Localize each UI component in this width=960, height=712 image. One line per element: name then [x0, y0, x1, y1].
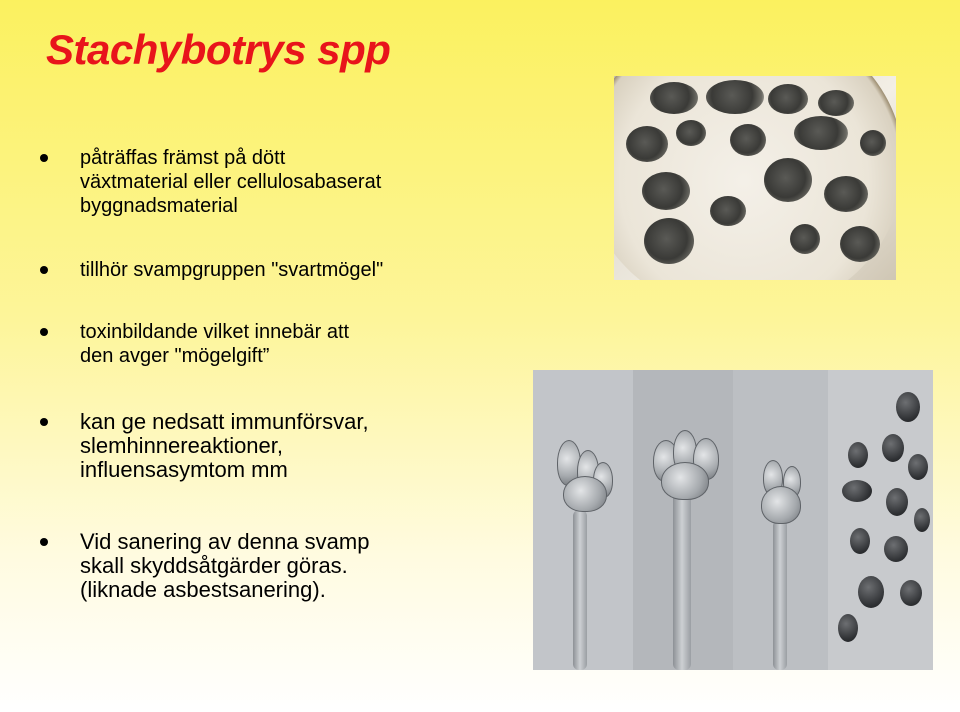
colony: [794, 116, 848, 150]
bullet-dot-icon: [40, 266, 48, 274]
colony: [840, 226, 880, 262]
bullet-item: [38, 530, 508, 602]
spore: [848, 442, 868, 468]
spore: [896, 392, 920, 422]
micro-panel: [533, 370, 633, 670]
bullet-dot-icon: [40, 154, 48, 162]
microscope-photo-icon: [533, 370, 933, 670]
colony: [824, 176, 868, 212]
bullet-item: [38, 258, 508, 282]
conidiophore-head: [563, 476, 607, 512]
colony: [642, 172, 690, 210]
colony: [644, 218, 694, 264]
bullet-text: kan ge nedsatt immunförsvar, slemhinnereaktioner, influensasymtom mm: [80, 409, 369, 482]
bullet-item: [38, 320, 508, 368]
spore: [858, 576, 884, 608]
spore: [882, 434, 904, 462]
colony: [790, 224, 820, 254]
colony: [860, 130, 886, 156]
colony: [626, 126, 668, 162]
conidiophore-stalk: [573, 510, 587, 670]
bullet-item: [38, 410, 508, 482]
spore: [914, 508, 930, 532]
micro-panel: [828, 370, 933, 670]
micro-panel: [633, 370, 733, 670]
spore: [838, 614, 858, 642]
conidiophore-stalk: [773, 520, 787, 670]
bullet-text: Vid sanering av denna svamp skall skyddsåtgärder göras. (liknade asbestsanering).: [80, 529, 370, 602]
spore: [842, 480, 872, 502]
conidiophore-head: [761, 486, 801, 524]
bullet-dot-icon: [40, 538, 48, 546]
bullet-text: påträffas främst på dött växtmaterial eller cellulosabaserat byggnadsmaterial: [80, 147, 382, 217]
colony: [706, 80, 764, 114]
bullet-dot-icon: [40, 328, 48, 336]
colony: [818, 90, 854, 116]
micro-panel: [733, 370, 828, 670]
conidiophore-stalk: [673, 490, 691, 670]
bullet-dot-icon: [40, 418, 48, 426]
conidiophore-head: [661, 462, 709, 500]
colony: [676, 120, 706, 146]
colony: [768, 84, 808, 114]
colony: [650, 82, 698, 114]
bullet-text: tillhör svampgruppen "svartmögel": [80, 259, 384, 281]
spore: [886, 488, 908, 516]
spore: [908, 454, 928, 480]
petri-dish-photo-icon: [614, 76, 896, 280]
colony: [710, 196, 746, 226]
spore: [850, 528, 870, 554]
slide-title: Stachybotrys spp: [46, 26, 391, 73]
colony: [730, 124, 766, 156]
colony: [764, 158, 812, 202]
bullet-text: toxinbildande vilket innebär att den avger "mögelgift”: [80, 321, 350, 367]
spore: [884, 536, 908, 562]
spore: [900, 580, 922, 606]
bullet-item: [38, 146, 508, 218]
